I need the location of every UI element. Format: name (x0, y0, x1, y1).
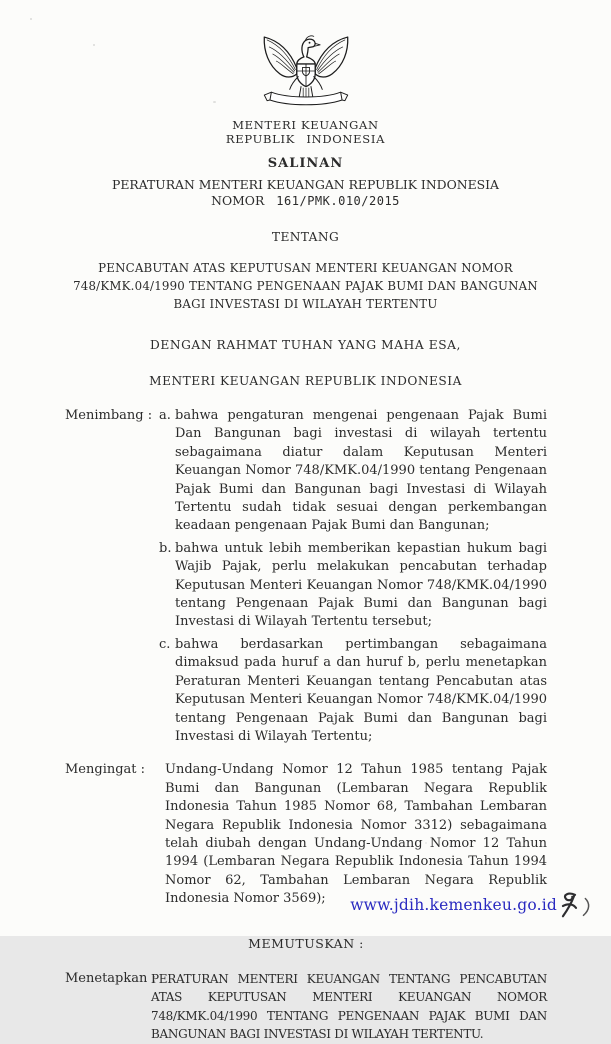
item-text: bahwa untuk lebih memberikan kepastian hukum bagi Wajib Pajak, perlu melakukan pencabutan terhadap Keputusan Menteri Keuangan Nomor 748/KMK.04/1990 tentang Pengenaan Pajak Bumi dan Bangunan bagi Investasi di Wilayah Tertentu tersebut; (175, 540, 547, 630)
scan-speck (352, 845, 354, 847)
document-body (65, 407, 547, 1044)
menetapkan-section (65, 970, 547, 1044)
garuda-pancasila-emblem (260, 30, 352, 112)
consideration-item-c (151, 636, 547, 746)
menimbang-section (65, 407, 547, 746)
tentang-label: TENTANG (271, 230, 340, 244)
consideration-item-b (151, 540, 547, 632)
scan-speck (213, 101, 216, 103)
regulation-title (0, 259, 611, 313)
regulation-title-line: BAGI INVESTASI DI WILAYAH TERTENTU (173, 297, 438, 311)
regulation-title-line: 748/KMK.04/1990 TENTANG PENGENAAN PAJAK BUMI DAN BANGUNAN (73, 279, 538, 293)
menimbang-content (151, 407, 547, 746)
scan-speck (93, 44, 95, 46)
page-footer (350, 890, 593, 920)
copy-type-label: SALINAN (267, 156, 344, 171)
document-number-line (0, 193, 611, 209)
memutuskan-heading: MEMUTUSKAN : (248, 935, 364, 951)
jdih-kemenkeu-link[interactable]: www.jdih.kemenkeu.go.id (350, 896, 557, 914)
letterhead-ministry: MENTERI KEUANGAN (232, 118, 379, 132)
item-text: bahwa berdasarkan pertimbangan sebagaimana dimaksud pada huruf a dan huruf b, perlu menetapkan Peraturan Menteri Keuangan tentang Pencabutan atas Keputusan Menteri Keuangan Nomor 748/KMK.04/1990 tentang Pengenaan Pajak Bumi dan Bangunan bagi Investasi di Wilayah Tertentu; (175, 636, 547, 744)
nomor-label: NOMOR (211, 193, 265, 208)
menimbang-label: Menimbang : (65, 408, 153, 423)
scan-speck (30, 18, 32, 20)
document-type-title: PERATURAN MENTERI KEUANGAN REPUBLIK INDONESIA (112, 177, 499, 192)
item-marker: a. (159, 408, 171, 423)
mengingat-section (65, 761, 547, 908)
menetapkan-label: Menetapkan : (65, 970, 156, 986)
issuing-authority-line: MENTERI KEUANGAN REPUBLIK INDONESIA (149, 374, 462, 388)
mengingat-label: Mengingat : (65, 762, 146, 778)
invocation-line: DENGAN RAHMAT TUHAN YANG MAHA ESA, (149, 338, 462, 352)
handwritten-initials-icon (559, 892, 593, 920)
scan-speck (425, 842, 427, 844)
mengingat-content: Undang-Undang Nomor 12 Tahun 1985 tentang Pajak Bumi dan Bangunan (Lembaran Negara Republik Indonesia Tahun 1985 Nomor 68, Tambahan Lembaran Negara Republik Indonesia Nomor 3312) sebagaimana telah diubah dengan Undang-Undang Nomor 12 Tahun 1994 (Lembaran Negara Republik Indonesia Tahun 1994 Nomor 62, Tambahan Lembaran Negara Republik Indonesia Nomor 3569); (165, 762, 547, 907)
item-marker: b. (159, 540, 172, 556)
letterhead-country: REPUBLIK INDONESIA (225, 132, 386, 146)
item-text: bahwa pengaturan mengenai pengenaan Pajak Bumi Dan Bangunan bagi investasi di wilayah tertentu sebagaimana diatur dalam Keputusan Menteri Keuangan Nomor 748/KMK.04/1990 tentang Pengenaan Pajak Bumi dan Bangunan bagi Investasi di Wilayah Tertentu sudah tidak sesuai dengan perkembangan keadaan pengenaan Pajak Bumi dan Bangunan; (175, 408, 547, 534)
consideration-item-a (151, 407, 547, 536)
regulation-title-line: PENCABUTAN ATAS KEPUTUSAN MENTERI KEUANGAN NOMOR (98, 261, 513, 275)
document-header (0, 0, 611, 389)
nomor-value: 161/PMK.010/2015 (276, 194, 400, 208)
menetapkan-content: PERATURAN MENTERI KEUANGAN TENTANG PENCABUTAN ATAS KEPUTUSAN MENTERI KEUANGAN NOMOR 748/KMK.04/1990 TENTANG PENGENAAN PAJAK BUMI DAN BANGUNAN BAGI INVESTASI DI WILAYAH TERTENTU. (151, 971, 547, 1042)
item-marker: c. (159, 636, 171, 652)
